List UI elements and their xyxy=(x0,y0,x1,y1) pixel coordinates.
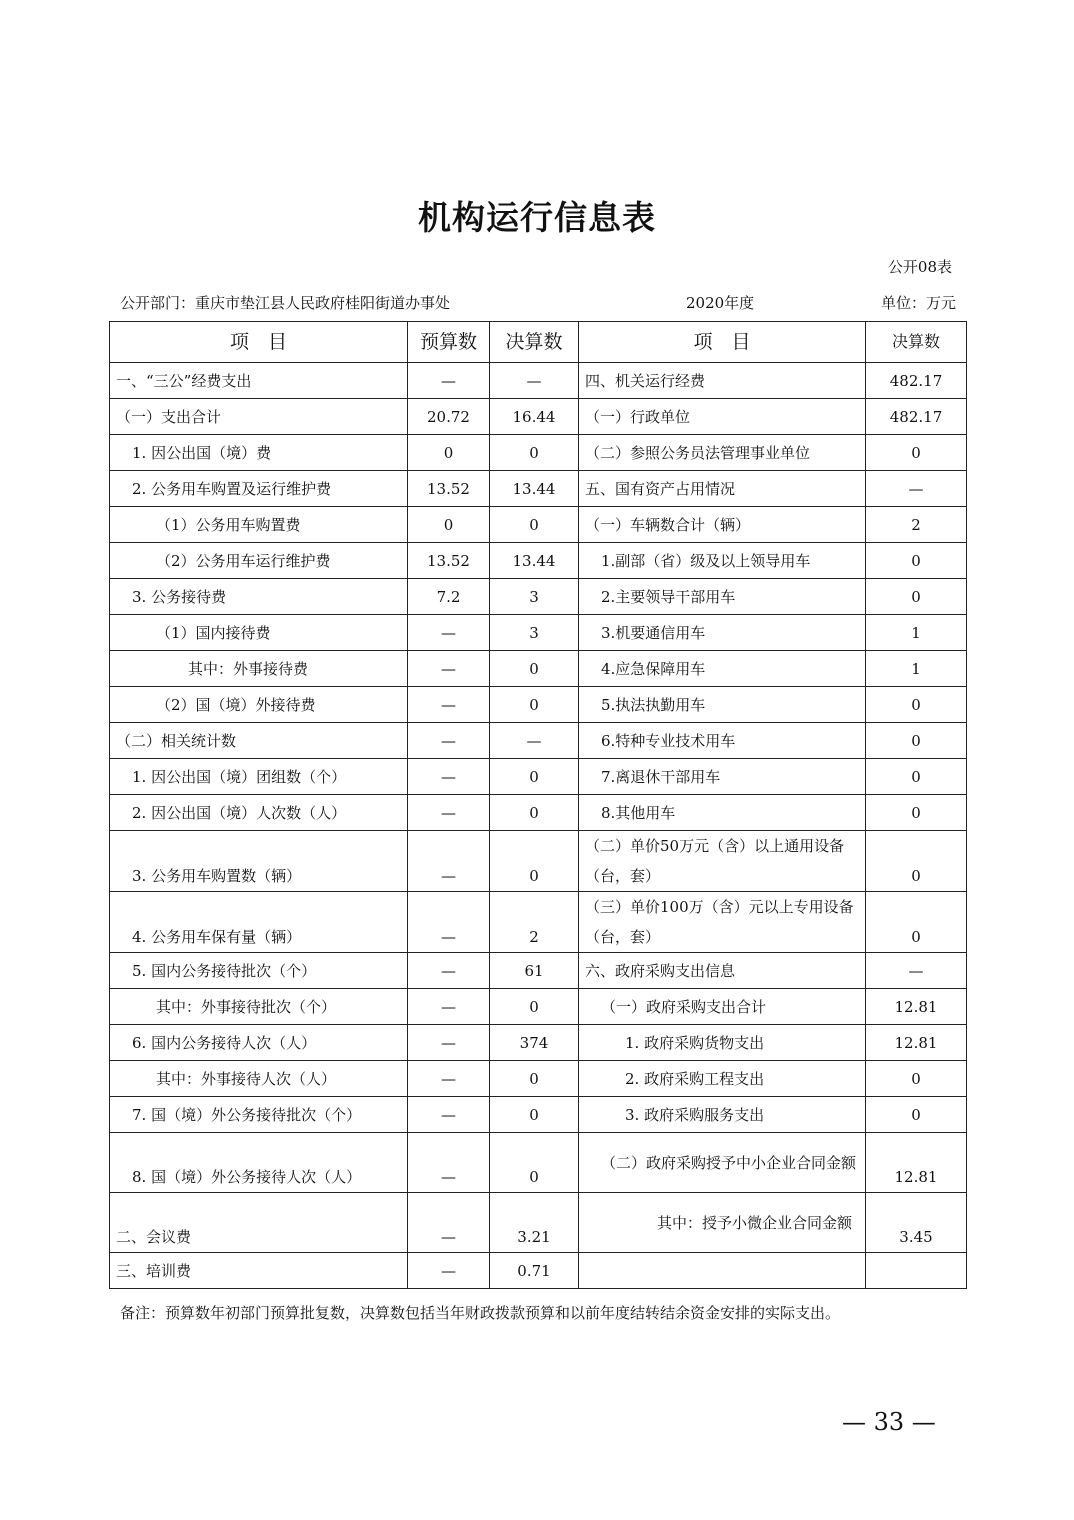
row-item-label-right: 4.应急保障用车 xyxy=(579,651,866,687)
row-budget-value: — xyxy=(408,651,490,687)
row-item-label: 5. 国内公务接待批次（个） xyxy=(110,953,408,989)
row-item-label-right: （一）政府采购支出合计 xyxy=(579,989,866,1025)
row-final-value: 0 xyxy=(490,759,579,795)
row-final-value: 0 xyxy=(490,1097,579,1133)
row-final-value: 0 xyxy=(490,651,579,687)
row-item-label: 1. 因公出国（境）团组数（个） xyxy=(110,759,408,795)
row-item-label-right: 3.机要通信用车 xyxy=(579,615,866,651)
row-item-label-right: 五、国有资产占用情况 xyxy=(579,471,866,507)
row-item-label-right: 四、机关运行经费 xyxy=(579,363,866,399)
row-final-value: 13.44 xyxy=(490,471,579,507)
row-final-value-right: 0 xyxy=(866,1097,967,1133)
row-item-label: 2. 因公出国（境）人次数（人） xyxy=(110,795,408,831)
row-budget-value: — xyxy=(408,989,490,1025)
table-header-row xyxy=(110,322,967,363)
page-title: 机构运行信息表 xyxy=(418,198,656,237)
row-final-value: 0 xyxy=(490,989,579,1025)
row-item-label: （1）国内接待费 xyxy=(110,615,408,651)
row-final-value-right: 2 xyxy=(866,507,967,543)
row-final-value-right: — xyxy=(866,953,967,989)
department-label: 公开部门：重庆市垫江县人民政府桂阳街道办事处 xyxy=(120,294,451,312)
row-item-label: 二、会议费 xyxy=(110,1193,408,1253)
table-row xyxy=(110,615,967,651)
row-budget-value: — xyxy=(408,1061,490,1097)
row-final-value: 374 xyxy=(490,1025,579,1061)
row-item-label: 其中：外事接待批次（个） xyxy=(110,989,408,1025)
row-item-label-right: 6.特种专业技术用车 xyxy=(579,723,866,759)
table-row xyxy=(110,507,967,543)
table-row xyxy=(110,723,967,759)
row-item-label-right: 8.其他用车 xyxy=(579,795,866,831)
table-row xyxy=(110,1061,967,1097)
row-final-value: 0 xyxy=(490,1133,579,1193)
page-number: — 33 — xyxy=(842,1408,936,1436)
row-item-label-right: （二）参照公务员法管理事业单位 xyxy=(579,435,866,471)
row-budget-value: — xyxy=(408,1133,490,1193)
row-item-label-right: （一）行政单位 xyxy=(579,399,866,435)
row-final-value: 3 xyxy=(490,579,579,615)
row-final-value: 61 xyxy=(490,953,579,989)
table-row xyxy=(110,687,967,723)
row-final-value: 3.21 xyxy=(490,1193,579,1253)
row-budget-value: — xyxy=(408,795,490,831)
row-final-value-right: 0 xyxy=(866,723,967,759)
row-budget-value: — xyxy=(408,723,490,759)
row-budget-value: — xyxy=(408,615,490,651)
row-item-label: 一、“三公”经费支出 xyxy=(110,363,408,399)
row-final-value: 3 xyxy=(490,615,579,651)
row-final-value-right: 482.17 xyxy=(866,363,967,399)
row-item-label-right xyxy=(579,1253,866,1289)
row-item-label-right: 1. 政府采购货物支出 xyxy=(579,1025,866,1061)
row-item-label: 其中：外事接待费 xyxy=(110,651,408,687)
row-item-label: 2. 公务用车购置及运行维护费 xyxy=(110,471,408,507)
row-budget-value: — xyxy=(408,363,490,399)
row-final-value: 0 xyxy=(490,435,579,471)
row-final-value-right: 0 xyxy=(866,1061,967,1097)
footnote: 备注：预算数年初部门预算批复数，决算数包括当年财政拨款预算和以前年度结转结余资金安排的实际支出。 xyxy=(120,1304,841,1322)
row-item-label-right: 六、政府采购支出信息 xyxy=(579,953,866,989)
header-final-right: 决算数 xyxy=(866,322,967,363)
row-final-value-right: 0 xyxy=(866,759,967,795)
row-item-label-right: 7.离退休干部用车 xyxy=(579,759,866,795)
row-item-label-right: （二）单价50万元（含）以上通用设备（台，套） xyxy=(579,831,866,892)
row-item-label: 4. 公务用车保有量（辆） xyxy=(110,892,408,953)
row-final-value: 0.71 xyxy=(490,1253,579,1289)
table-row xyxy=(110,399,967,435)
row-final-value: 2 xyxy=(490,892,579,953)
row-budget-value: 13.52 xyxy=(408,543,490,579)
row-item-label: 3. 公务用车购置数（辆） xyxy=(110,831,408,892)
row-budget-value: — xyxy=(408,1097,490,1133)
row-budget-value: — xyxy=(408,759,490,795)
row-final-value: 0 xyxy=(490,687,579,723)
row-item-label-right: （三）单价100万（含）元以上专用设备（台，套） xyxy=(579,892,866,953)
table-row xyxy=(110,543,967,579)
row-budget-value: — xyxy=(408,953,490,989)
row-budget-value: — xyxy=(408,1253,490,1289)
table-row xyxy=(110,795,967,831)
row-final-value-right: 12.81 xyxy=(866,1025,967,1061)
table-row xyxy=(110,953,967,989)
table-row xyxy=(110,435,967,471)
row-item-label-right: 5.执法执勤用车 xyxy=(579,687,866,723)
row-budget-value: — xyxy=(408,1193,490,1253)
row-final-value-right: 0 xyxy=(866,831,967,892)
row-budget-value: 7.2 xyxy=(408,579,490,615)
info-table xyxy=(109,321,967,1289)
row-budget-value: 13.52 xyxy=(408,471,490,507)
row-final-value: 13.44 xyxy=(490,543,579,579)
form-number: 公开08表 xyxy=(887,258,952,276)
row-item-label: 1. 因公出国（境）费 xyxy=(110,435,408,471)
row-item-label-right: 其中：授予小微企业合同金额 xyxy=(579,1193,866,1253)
table-row xyxy=(110,1253,967,1289)
row-budget-value: 20.72 xyxy=(408,399,490,435)
table-row xyxy=(110,1193,967,1253)
row-final-value-right: 0 xyxy=(866,543,967,579)
table-row xyxy=(110,1025,967,1061)
row-final-value-right: 12.81 xyxy=(866,989,967,1025)
row-item-label-right: （二）政府采购授予中小企业合同金额 xyxy=(579,1133,866,1193)
row-item-label: 其中：外事接待人次（人） xyxy=(110,1061,408,1097)
row-final-value-right: 0 xyxy=(866,435,967,471)
table-row xyxy=(110,1133,967,1193)
row-item-label-right: 2. 政府采购工程支出 xyxy=(579,1061,866,1097)
table-row xyxy=(110,989,967,1025)
row-final-value-right: 3.45 xyxy=(866,1193,967,1253)
row-final-value-right: 0 xyxy=(866,579,967,615)
row-item-label: 3. 公务接待费 xyxy=(110,579,408,615)
row-final-value-right: 1 xyxy=(866,615,967,651)
row-final-value-right: 0 xyxy=(866,892,967,953)
row-item-label-right: 3. 政府采购服务支出 xyxy=(579,1097,866,1133)
row-final-value-right: 0 xyxy=(866,795,967,831)
row-item-label: （二）相关统计数 xyxy=(110,723,408,759)
row-budget-value: — xyxy=(408,687,490,723)
row-final-value-right xyxy=(866,1253,967,1289)
row-budget-value: — xyxy=(408,1025,490,1061)
year-label: 2020年度 xyxy=(686,294,755,312)
row-item-label-right: （一）车辆数合计（辆） xyxy=(579,507,866,543)
row-item-label: （2）国（境）外接待费 xyxy=(110,687,408,723)
row-item-label: 三、培训费 xyxy=(110,1253,408,1289)
row-budget-value: — xyxy=(408,892,490,953)
table-row xyxy=(110,579,967,615)
row-budget-value: 0 xyxy=(408,507,490,543)
row-item-label: （1）公务用车购置费 xyxy=(110,507,408,543)
row-final-value-right: 482.17 xyxy=(866,399,967,435)
header-item: 项 目 xyxy=(110,322,408,363)
table-row xyxy=(110,831,967,892)
row-final-value: 16.44 xyxy=(490,399,579,435)
header-budget: 预算数 xyxy=(408,322,490,363)
row-final-value: — xyxy=(490,363,579,399)
table-row xyxy=(110,471,967,507)
row-item-label-right: 1.副部（省）级及以上领导用车 xyxy=(579,543,866,579)
row-final-value: — xyxy=(490,723,579,759)
row-item-label: 6. 国内公务接待人次（人） xyxy=(110,1025,408,1061)
row-final-value: 0 xyxy=(490,795,579,831)
row-item-label: （一）支出合计 xyxy=(110,399,408,435)
row-final-value-right: 1 xyxy=(866,651,967,687)
row-budget-value: — xyxy=(408,831,490,892)
row-final-value-right: 0 xyxy=(866,687,967,723)
header-final: 决算数 xyxy=(490,322,579,363)
row-budget-value: 0 xyxy=(408,435,490,471)
row-item-label: 8. 国（境）外公务接待人次（人） xyxy=(110,1133,408,1193)
row-final-value-right: — xyxy=(866,471,967,507)
table-row xyxy=(110,1097,967,1133)
row-final-value: 0 xyxy=(490,1061,579,1097)
row-item-label: 7. 国（境）外公务接待批次（个） xyxy=(110,1097,408,1133)
table-row xyxy=(110,363,967,399)
header-item-right: 项 目 xyxy=(579,322,866,363)
table-row xyxy=(110,892,967,953)
row-final-value-right: 12.81 xyxy=(866,1133,967,1193)
row-final-value: 0 xyxy=(490,507,579,543)
row-item-label: （2）公务用车运行维护费 xyxy=(110,543,408,579)
table-row xyxy=(110,759,967,795)
table-row xyxy=(110,651,967,687)
unit-label: 单位：万元 xyxy=(880,294,956,312)
row-item-label-right: 2.主要领导干部用车 xyxy=(579,579,866,615)
row-final-value: 0 xyxy=(490,831,579,892)
